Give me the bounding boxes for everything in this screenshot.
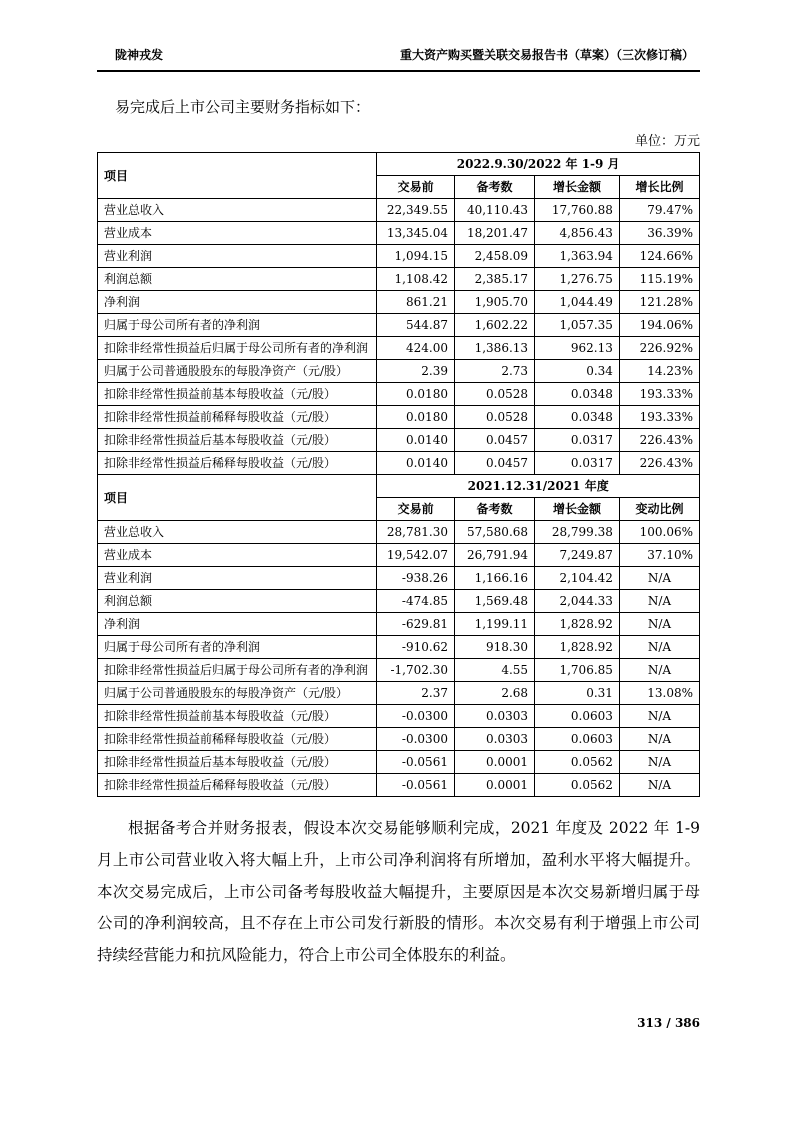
table-row xyxy=(98,429,700,452)
row-label: 营业利润 xyxy=(98,245,377,268)
table-row xyxy=(98,774,700,797)
row-value: 2.39 xyxy=(377,360,455,383)
intro-text: 易完成后上市公司主要财务指标如下： xyxy=(115,98,371,116)
row-value: N/A xyxy=(619,613,699,636)
row-value: 40,110.43 xyxy=(454,199,534,222)
col-header: 增长金额 xyxy=(535,498,620,521)
col-header-item: 项目 xyxy=(98,475,377,521)
table-row xyxy=(98,590,700,613)
row-value: 0.0603 xyxy=(535,705,620,728)
row-value: -1,702.30 xyxy=(377,659,455,682)
row-value: 0.0303 xyxy=(454,728,534,751)
row-value: 1,706.85 xyxy=(535,659,620,682)
row-value: N/A xyxy=(619,590,699,613)
row-label: 营业成本 xyxy=(98,222,377,245)
row-value: 14.23% xyxy=(619,360,699,383)
table-row xyxy=(98,291,700,314)
unit-label: 单位：万元 xyxy=(634,134,700,149)
row-value: 1,569.48 xyxy=(454,590,534,613)
row-value: 0.0180 xyxy=(377,383,455,406)
row-label: 归属于母公司所有者的净利润 xyxy=(98,314,377,337)
row-value: 2,104.42 xyxy=(535,567,620,590)
row-value: 100.06% xyxy=(619,521,699,544)
row-label: 扣除非经常性损益后归属于母公司所有者的净利润 xyxy=(98,337,377,360)
row-label: 利润总额 xyxy=(98,268,377,291)
row-value: 36.39% xyxy=(619,222,699,245)
row-value: 861.21 xyxy=(377,291,455,314)
row-value: N/A xyxy=(619,659,699,682)
col-header: 增长比例 xyxy=(619,176,699,199)
row-value: 0.0562 xyxy=(535,774,620,797)
table-header-row xyxy=(98,475,700,498)
row-value: -0.0300 xyxy=(377,728,455,751)
row-value: 57,580.68 xyxy=(454,521,534,544)
row-value: 2,385.17 xyxy=(454,268,534,291)
row-value: -938.26 xyxy=(377,567,455,590)
row-value: 2.37 xyxy=(377,682,455,705)
row-value: 13,345.04 xyxy=(377,222,455,245)
row-label: 营业利润 xyxy=(98,567,377,590)
document-title: 重大资产购买暨关联交易报告书（草案）（三次修订稿） xyxy=(399,48,694,62)
row-value: 4,856.43 xyxy=(535,222,620,245)
table-row xyxy=(98,521,700,544)
row-value: 1,199.11 xyxy=(454,613,534,636)
row-value: 0.0140 xyxy=(377,429,455,452)
row-value: -474.85 xyxy=(377,590,455,613)
row-value: 115.19% xyxy=(619,268,699,291)
row-label: 扣除非经常性损益后基本每股收益（元/股） xyxy=(98,429,377,452)
col-header: 交易前 xyxy=(377,498,455,521)
table-row xyxy=(98,544,700,567)
row-value: 918.30 xyxy=(454,636,534,659)
financial-indicators-table xyxy=(97,152,700,797)
row-value: N/A xyxy=(619,567,699,590)
col-header: 变动比例 xyxy=(619,498,699,521)
table-row xyxy=(98,337,700,360)
table-row xyxy=(98,613,700,636)
row-value: N/A xyxy=(619,728,699,751)
period-header-2022: 2022.9.30/2022 年 1-9 月 xyxy=(377,153,700,176)
row-value: 0.0528 xyxy=(454,383,534,406)
row-value: -0.0300 xyxy=(377,705,455,728)
table-row xyxy=(98,567,700,590)
row-value: 0.0001 xyxy=(454,751,534,774)
row-value: 0.0457 xyxy=(454,429,534,452)
row-label: 扣除非经常性损益前基本每股收益（元/股） xyxy=(98,383,377,406)
row-value: 226.43% xyxy=(619,452,699,475)
row-value: 2,458.09 xyxy=(454,245,534,268)
company-name: 陇神戎发 xyxy=(115,48,164,62)
table-header-row xyxy=(98,153,700,176)
row-value: 2.68 xyxy=(454,682,534,705)
row-label: 营业总收入 xyxy=(98,521,377,544)
row-value: 0.0317 xyxy=(535,429,620,452)
row-value: 1,363.94 xyxy=(535,245,620,268)
row-value: 0.0001 xyxy=(454,774,534,797)
table-row xyxy=(98,268,700,291)
col-header: 增长金额 xyxy=(535,176,620,199)
row-value: 1,828.92 xyxy=(535,636,620,659)
table-row xyxy=(98,659,700,682)
row-value: 1,094.15 xyxy=(377,245,455,268)
row-value: 194.06% xyxy=(619,314,699,337)
row-label: 归属于公司普通股股东的每股净资产（元/股） xyxy=(98,682,377,705)
row-label: 扣除非经常性损益后基本每股收益（元/股） xyxy=(98,751,377,774)
table-row xyxy=(98,682,700,705)
row-value: 0.0180 xyxy=(377,406,455,429)
row-value: 0.34 xyxy=(535,360,620,383)
row-value: 79.47% xyxy=(619,199,699,222)
row-value: 0.0603 xyxy=(535,728,620,751)
row-value: 0.0457 xyxy=(454,452,534,475)
row-value: 28,799.38 xyxy=(535,521,620,544)
row-value: 37.10% xyxy=(619,544,699,567)
row-value: 193.33% xyxy=(619,383,699,406)
row-label: 营业总收入 xyxy=(98,199,377,222)
conclusion-paragraph: 根据备考合并财务报表，假设本次交易能够顺利完成，2021 年度及 2022 年 1-9 月上市公司营业收入将大幅上升，上市公司净利润将有所增加，盈利水平将大幅提升。本次交易完成后，上市公司备考每股收益大幅提升，主要原因是本次交易新增归属于母公司的净利润较高，且不存在上市公司发行新股的情形。本次交易有利于增强上市公司持续经营能力和抗风险能力，符合上市公司全体股东的利益。 xyxy=(97,819,700,965)
row-value: 0.31 xyxy=(535,682,620,705)
row-value: 226.92% xyxy=(619,337,699,360)
row-value: 544.87 xyxy=(377,314,455,337)
row-value: N/A xyxy=(619,751,699,774)
row-value: 7,249.87 xyxy=(535,544,620,567)
table-row xyxy=(98,728,700,751)
row-value: 1,602.22 xyxy=(454,314,534,337)
row-value: 1,905.70 xyxy=(454,291,534,314)
table-row xyxy=(98,245,700,268)
row-value: 424.00 xyxy=(377,337,455,360)
row-label: 扣除非经常性损益前基本每股收益（元/股） xyxy=(98,705,377,728)
row-value: 1,108.42 xyxy=(377,268,455,291)
table-row xyxy=(98,222,700,245)
row-value: N/A xyxy=(619,636,699,659)
row-value: -910.62 xyxy=(377,636,455,659)
row-value: 1,828.92 xyxy=(535,613,620,636)
row-label: 扣除非经常性损益后归属于母公司所有者的净利润 xyxy=(98,659,377,682)
table-row xyxy=(98,314,700,337)
row-value: 124.66% xyxy=(619,245,699,268)
row-value: N/A xyxy=(619,774,699,797)
row-value: 2,044.33 xyxy=(535,590,620,613)
row-value: 121.28% xyxy=(619,291,699,314)
row-value: 0.0562 xyxy=(535,751,620,774)
table-row xyxy=(98,452,700,475)
row-value: 1,057.35 xyxy=(535,314,620,337)
table-row xyxy=(98,199,700,222)
row-value: 17,760.88 xyxy=(535,199,620,222)
row-value: 18,201.47 xyxy=(454,222,534,245)
table-row xyxy=(98,705,700,728)
row-value: 13.08% xyxy=(619,682,699,705)
row-label: 营业成本 xyxy=(98,544,377,567)
row-value: N/A xyxy=(619,705,699,728)
row-label: 扣除非经常性损益前稀释每股收益（元/股） xyxy=(98,406,377,429)
table-row xyxy=(98,383,700,406)
row-value: 0.0317 xyxy=(535,452,620,475)
table-row xyxy=(98,406,700,429)
col-header-item: 项目 xyxy=(98,153,377,199)
row-value: 2.73 xyxy=(454,360,534,383)
row-value: 0.0528 xyxy=(454,406,534,429)
table-row xyxy=(98,751,700,774)
page-number: 313 / 386 xyxy=(637,1016,700,1030)
row-value: 0.0303 xyxy=(454,705,534,728)
period-header-2021: 2021.12.31/2021 年度 xyxy=(377,475,700,498)
row-value: 4.55 xyxy=(454,659,534,682)
row-value: 1,386.13 xyxy=(454,337,534,360)
row-label: 归属于公司普通股股东的每股净资产（元/股） xyxy=(98,360,377,383)
row-value: 962.13 xyxy=(535,337,620,360)
col-header: 备考数 xyxy=(454,176,534,199)
row-label: 扣除非经常性损益后稀释每股收益（元/股） xyxy=(98,774,377,797)
table-row xyxy=(98,360,700,383)
row-label: 利润总额 xyxy=(98,590,377,613)
row-value: -0.0561 xyxy=(377,774,455,797)
row-value: 0.0140 xyxy=(377,452,455,475)
row-value: 0.0348 xyxy=(535,406,620,429)
row-value: 226.43% xyxy=(619,429,699,452)
row-value: 19,542.07 xyxy=(377,544,455,567)
row-value: 1,166.16 xyxy=(454,567,534,590)
row-label: 净利润 xyxy=(98,291,377,314)
col-header: 交易前 xyxy=(377,176,455,199)
row-value: 28,781.30 xyxy=(377,521,455,544)
row-label: 扣除非经常性损益前稀释每股收益（元/股） xyxy=(98,728,377,751)
page-header xyxy=(97,46,700,72)
row-label: 净利润 xyxy=(98,613,377,636)
row-value: 1,276.75 xyxy=(535,268,620,291)
row-value: 1,044.49 xyxy=(535,291,620,314)
row-value: 0.0348 xyxy=(535,383,620,406)
table-row xyxy=(98,636,700,659)
row-value: 26,791.94 xyxy=(454,544,534,567)
row-label: 扣除非经常性损益后稀释每股收益（元/股） xyxy=(98,452,377,475)
row-value: -629.81 xyxy=(377,613,455,636)
col-header: 备考数 xyxy=(454,498,534,521)
row-value: -0.0561 xyxy=(377,751,455,774)
row-value: 193.33% xyxy=(619,406,699,429)
row-value: 22,349.55 xyxy=(377,199,455,222)
row-label: 归属于母公司所有者的净利润 xyxy=(98,636,377,659)
